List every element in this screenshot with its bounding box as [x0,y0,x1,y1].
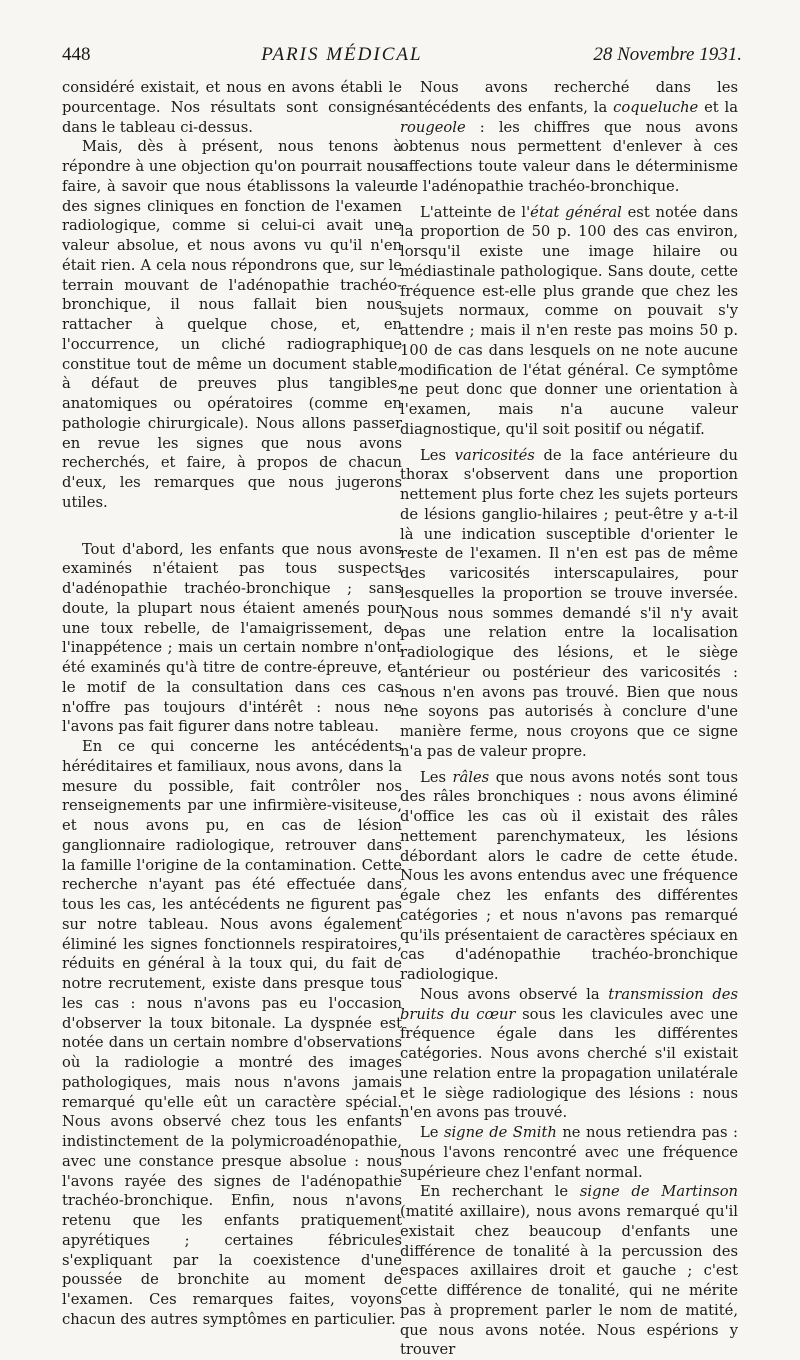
paragraph: Les varicosités de la face antérieure du thorax s'observent dans une proportion nettement plus forte chez les sujets porteurs de lésions ganglio-hilaires ; peut-être y a-t-il là une indication susceptible d'orienter le reste de l'examen. Il n'en est pas de même des varicosités interscapulaires, pour lesquelles la proportion se trouve inversée. Nous nous sommes demandé s'il n'y avait pas une relation entre la localisation radiologique des lésions, et le siège antérieur ou postérieur des varicosités : nous n'en avons pas trouvé. Bien que nous ne soyons pas autorisés à conclure d'une manière ferme, nous croyons que ce signe n'a pas de valeur propre. [400,446,738,760]
paragraph: Nous avons recherché dans les antécédents des enfants, la coqueluche et la rougeole : les chiffres que nous avons obtenus nous permettent d'enlever à ces affections toute valeur dans le déterminisme de l'adénopathie trachéo-bronchique. [400,79,738,195]
paragraph: En recherchant le signe de Martinson (matité axillaire), nous avons remarqué qu'il existait chez beaucoup d'enfants une différence de tonalité à la percussion des espaces axillaires droit et gauche ; c'est cette différence de tonalité, qui ne mérite pas à proprement parler le nom de matité, que nous avons notée. Nous espérions y trouver [400,1183,739,1359]
paragraph: L'atteinte de l'état général est notée dans la proportion de 50 p. 100 des cas environ, lorsqu'il existe une image hilaire ou médiastinale pathologique. Sans doute, cette fréquence est-elle plus grande que chez les sujets normaux, comme on pouvait s'y attendre ; mais il n'en reste pas moins 50 p. 100 de cas dans lesquels on ne note aucune modification de l'état général. Ce symptôme ne peut donc que donner une orientation à l'examen, mais n'a aucune valeur diagnostique, qu'il soit positif ou négatif. [400,203,738,438]
paragraph: En ce qui concerne les antécédents héréditaires et familiaux, nous avons, dans la mesure du possible, fait contrôler nos renseignements par une infirmière-visiteuse, et nous avons pu, en cas de lésion ganglionnaire radiologique, retrouver dans la famille l'origine de la contamination. Cette recherche n'ayant pas été effectuée dans tous les cas, les antécédents ne figurent pas sur notre tableau. Nous avons également éliminé les signes fonctionnels respiratoires, réduits en général à la toux qui, du fait de notre recrutement, existe dans presque tous les cas : nous n'avons pas eu l'occasion d'observer la toux bitonale. La dyspnée est notée dans un certain nombre d'observations où la radiologie a montré des images pathologiques, mais nous n'avons jamais remarqué qu'elle eût un caractère spécial. Nous avons observé chez tous les enfants indistinctement de la polymicroadénopathie, avec une constance presque absolue : nous l'avons rayée des signes de l'adénopathie trachéo-bronchique. Enfin, nous n'avons retenu que les enfants pratiquement apyrétiques ; certaines fébricules s'expliquant par la coexistence d'une poussée de bronchite au moment de l'examen. Ces remarques faites, voyons chacun des autres symptômes en particulier. [62,738,402,1328]
journal-title: PARIS MÉDICAL [261,44,423,65]
page-number: 448 [62,44,91,65]
paragraph: Mais, dès à présent, nous tenons à répondre à une objection qu'on pourrait nous faire, à savoir que nous établissons la valeur des signes cliniques en fonction de l'examen radiologique, comme si celui-ci avait une valeur absolue, et nous avons vu qu'il n'en était rien. A cela nous répondrons que, sur le terrain mouvant de l'adénopathie trachéo-bronchique, il nous fallait bien nous rattacher à quelque chose, et, en l'occurrence, un cliché radiographique constitue tout de même un document stable, à défaut de preuves plus tangibles, anatomiques ou opératoires (comme en pathologie chirurgicale). Nous allons passer en revue les signes que nous avons recherchés, et faire, à propos de chacun d'eux, les remarques que nous jugerons utiles. [62,138,402,511]
right-column [400,78,738,1360]
page-header [62,44,742,74]
paragraph: considéré existait, et nous en avons établi le pourcentage. Nos résultats sont consignés dans le tableau ci-dessus. [62,79,402,136]
left-column [62,78,402,1330]
paragraph: Nous avons observé la transmission des bruits du cœur sous les clavicules avec une fréquence égale dans les différentes catégories. Nous avons cherché s'il existait une relation entre la propagation unilatérale et le siège radiologique des lésions : nous n'en avons pas trouvé. [400,985,738,1122]
paragraph: Tout d'abord, les enfants que nous avons examinés n'étaient pas tous suspects d'adénopathie trachéo-bronchique ; sans doute, la plupart nous étaient amenés pour une toux rebelle, de l'amaigrissement, de l'inappétence ; mais un certain nombre n'ont été examinés qu'à titre de contre-épreuve, et le motif de la consultation dans ces cas n'offre pas toujours d'intérêt : nous ne l'avons pas fait figurer dans notre tableau. [62,540,402,736]
paragraph: Les râles que nous avons notés sont tous des râles bronchiques : nous avons éliminé d'office les cas où il existait des râles nettement parenchymateux, les lésions débordant alors le cadre de cette étude. Nous les avons entendus avec une fréquence égale chez les enfants des différentes catégories ; et nous n'avons pas remarqué qu'ils présentaient de caractères spéciaux en cas d'adénopathie trachéo-bronchique radiologique. [400,768,738,983]
issue-date: 28 Novembre 1931. [593,44,742,65]
paragraph: Le signe de Smith ne nous retiendra pas : nous l'avons rencontré avec une fréquence supérieure chez l'enfant normal. [400,1124,738,1181]
